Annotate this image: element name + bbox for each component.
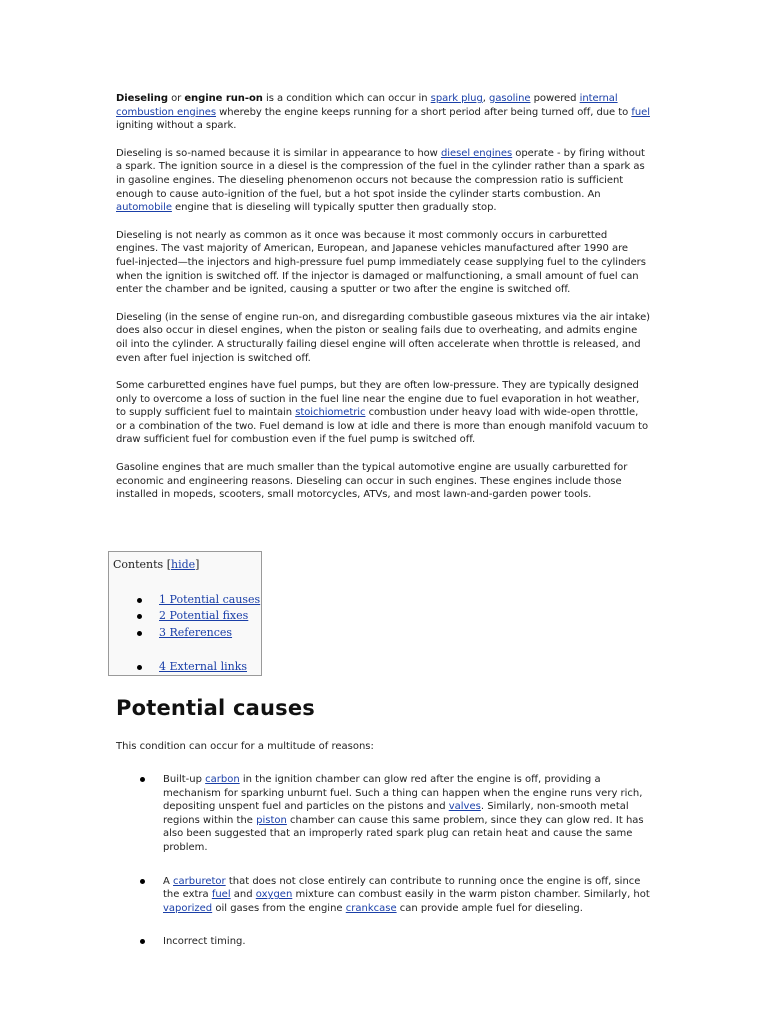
toc-link-references[interactable]: 3 References xyxy=(159,626,233,639)
inline-link[interactable]: oxygen xyxy=(255,889,293,901)
text-run: . Similarly, non-smooth metal regions within the xyxy=(163,801,629,826)
text-run: Incorrect timing. xyxy=(163,936,246,948)
text-run: Built-up xyxy=(163,774,206,785)
paragraph xyxy=(116,379,651,447)
text-run: powered xyxy=(530,93,580,104)
inline-link[interactable]: spark plug xyxy=(430,93,483,104)
section-heading: Potential causes xyxy=(116,696,315,720)
list-item xyxy=(140,935,655,949)
inline-link[interactable]: internal combustion engines xyxy=(116,93,618,118)
inline-link[interactable]: vaporized xyxy=(163,902,213,914)
text-run: igniting without a spark. xyxy=(116,120,237,132)
paragraph xyxy=(116,229,651,297)
paragraph xyxy=(116,92,651,133)
toc-title xyxy=(113,558,199,571)
toc-hide-link[interactable]: hide xyxy=(171,558,196,571)
section-intro: This condition can occur for a multitude of reasons: xyxy=(116,741,374,752)
list-item-text xyxy=(163,774,644,853)
inline-link[interactable]: stoichiometric xyxy=(295,407,366,419)
text-run: A xyxy=(163,875,174,887)
text-run: in the ignition chamber can glow red after the engine is off, providing a mechanism for sparking unburnt fuel. Such a thing can happen when the engine runs very rich, depositing unspent fuel and particles on the pistons and xyxy=(163,774,643,813)
toc-link-potential-fixes[interactable]: 2 Potential fixes xyxy=(159,609,249,622)
text-run: or xyxy=(167,93,185,104)
text-run: that does not close entirely can contribute to running once the engine is off, since the extra xyxy=(163,875,641,901)
text-run: can provide ample fuel for dieseling. xyxy=(396,902,583,914)
inline-link[interactable]: fuel xyxy=(211,889,231,901)
toc-hide-close: ] xyxy=(195,558,200,571)
list-item xyxy=(140,875,655,916)
text-run: Gasoline engines that are much smaller than the typical automotive engine are usually carburetted for economic and engineering reasons. Dieseling can occur in such engines. These engines include those installed in mopeds, scooters, small motorcycles, ATVs, and most lawn-and-garden power tools. xyxy=(116,462,628,501)
bullet-dot xyxy=(137,598,142,603)
paragraph xyxy=(116,461,651,502)
inline-link[interactable]: gasoline xyxy=(489,93,531,104)
bold-term: engine run-on xyxy=(184,93,263,104)
bullet-dot xyxy=(140,939,145,944)
bullet-dot xyxy=(137,665,142,670)
text-run: is a condition which can occur in xyxy=(262,93,431,104)
article-intro xyxy=(116,92,651,516)
toc-hide-open: [ xyxy=(166,558,172,571)
inline-link[interactable]: carburetor xyxy=(173,875,226,887)
inline-link[interactable]: piston xyxy=(256,814,287,826)
list-item-text xyxy=(163,876,650,914)
text-run: engine that is dieseling will typically sputter then gradually stop. xyxy=(171,202,497,214)
text-run: and xyxy=(230,889,256,901)
text-run: chamber can cause this same problem, since they can glow red. It has also been suggested that an improperly rated spark plug can retain heat and cause the same problem. xyxy=(163,814,644,853)
text-run: Dieseling (in the sense of engine run-on, and disregarding combustible gaseous mixtures via the air intake) does also occur in diesel engines, when the piston or sealing fails due to overheating, and admits engine oil into the cylinder. A structurally failing diesel engine will often accelerate when throttle is released, and even after fuel injection is switched off. xyxy=(116,311,651,364)
list-item-text xyxy=(163,936,246,947)
toc-link-potential-causes[interactable]: 1 Potential causes xyxy=(159,593,261,606)
bullet-dot xyxy=(140,777,145,782)
inline-link[interactable]: crankcase xyxy=(345,902,397,914)
inline-link[interactable]: valves xyxy=(448,801,481,813)
causes-list xyxy=(140,773,655,969)
bullet-dot xyxy=(140,879,145,884)
text-run: combustion under heavy load with wide-open throttle, or a combination of the two. Fuel demand is low at idle and there is more than enough manifold vacuum to draw sufficient fuel for combustion even if the fuel pump is switched off. xyxy=(116,407,649,446)
text-run: Dieseling is not nearly as common as it once was because it most commonly occurs in carburetted engines. The vast majority of American, European, and Japanese vehicles manufactured after 1990 are fuel-injected—the injectors and high-pressure fuel pump immediately cease supplying fuel to the cylinders when the ignition is switched off. If the injector is damaged or malfunctioning, a small amount of fuel can enter the chamber and be ignited, causing a sputter or two after the engine is switched off. xyxy=(116,229,646,296)
text-run: Dieseling is so-named because it is similar in appearance to how xyxy=(116,147,441,159)
table-of-contents xyxy=(108,551,262,676)
inline-link[interactable]: automobile xyxy=(116,202,172,214)
text-run: operate - by firing without a spark. The ignition source in a diesel is the compression of the fuel in the cylinder rather than a spark as in gasoline engines. The dieseling phenomenon occurs not because the compression ratio is sufficient enough to cause auto-ignition of the fuel, but a hot spot inside the cylinder starts combustion. An xyxy=(116,147,645,200)
text-run: oil gases from the engine xyxy=(212,902,346,914)
paragraph xyxy=(116,147,651,215)
toc-title-text: Contents xyxy=(113,558,164,571)
inline-link[interactable]: diesel engines xyxy=(440,147,513,159)
text-run: , xyxy=(482,93,490,104)
inline-link[interactable]: fuel xyxy=(631,106,650,118)
toc-link-external-links[interactable]: 4 External links xyxy=(159,660,248,673)
bullet-dot xyxy=(137,614,142,619)
list-item xyxy=(140,773,655,855)
bullet-dot xyxy=(137,631,142,636)
text-run: whereby the engine keeps running for a short period after being turned off, due to xyxy=(216,106,632,118)
paragraph xyxy=(116,311,651,365)
inline-link[interactable]: carbon xyxy=(205,774,240,785)
bold-term: Dieseling xyxy=(116,93,168,104)
text-run: mixture can combust easily in the warm piston chamber. Similarly, hot xyxy=(292,889,650,901)
text-run: Some carburetted engines have fuel pumps, but they are often low-pressure. They are typically designed only to overcome a loss of suction in the fuel line near the engine due to fuel evaporation in hot weather, to supply sufficient fuel to maintain xyxy=(116,380,640,419)
